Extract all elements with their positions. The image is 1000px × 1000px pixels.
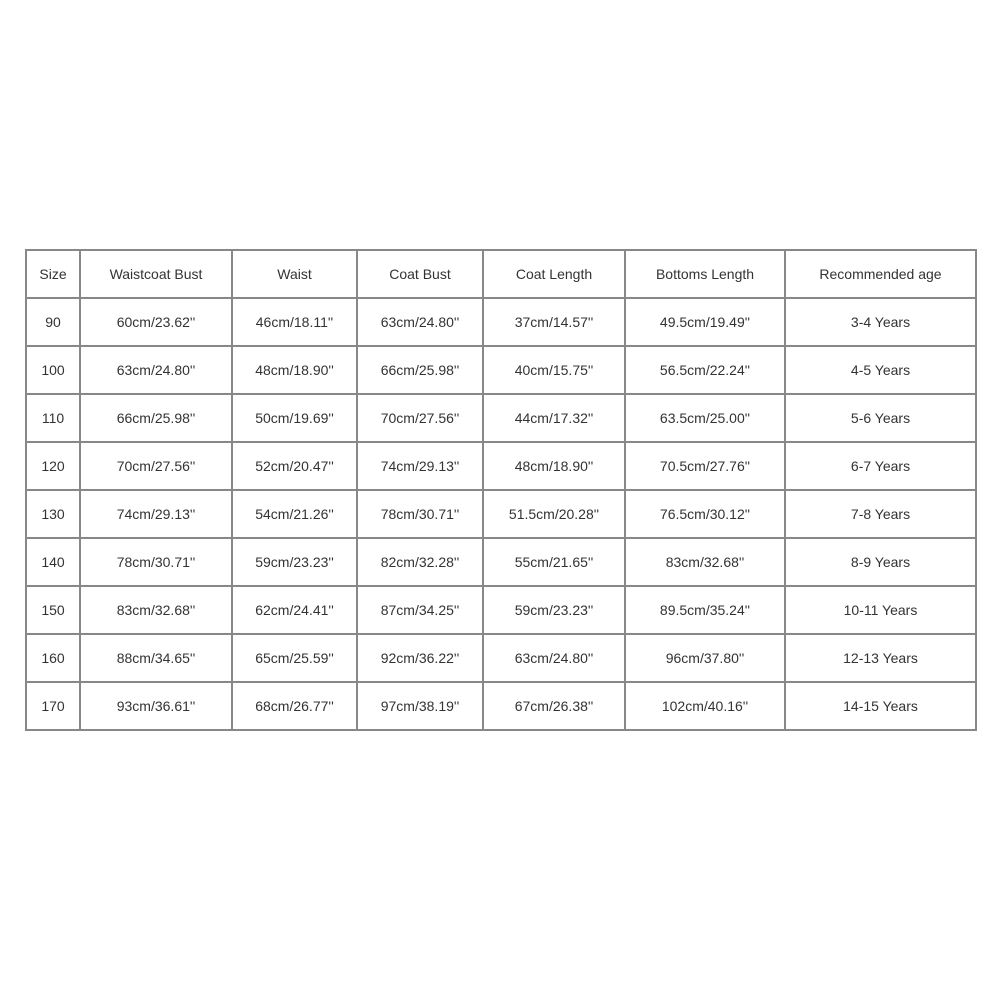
cell-waistcoat-bust: 66cm/25.98'' (80, 394, 232, 442)
table-row (26, 682, 976, 730)
header-row (26, 250, 976, 298)
cell-recommended-age: 5-6 Years (785, 394, 976, 442)
cell-coat-bust: 82cm/32.28'' (357, 538, 483, 586)
cell-waistcoat-bust: 78cm/30.71'' (80, 538, 232, 586)
cell-coat-bust: 70cm/27.56'' (357, 394, 483, 442)
cell-size: 130 (26, 490, 80, 538)
cell-size: 150 (26, 586, 80, 634)
header-coat-bust: Coat Bust (357, 250, 483, 298)
cell-bottoms-length: 102cm/40.16'' (625, 682, 785, 730)
table-row (26, 586, 976, 634)
header-bottoms-length: Bottoms Length (625, 250, 785, 298)
cell-coat-bust: 66cm/25.98'' (357, 346, 483, 394)
cell-recommended-age: 14-15 Years (785, 682, 976, 730)
cell-waist: 68cm/26.77'' (232, 682, 357, 730)
header-coat-length: Coat Length (483, 250, 625, 298)
cell-waist: 52cm/20.47'' (232, 442, 357, 490)
cell-waist: 59cm/23.23'' (232, 538, 357, 586)
cell-bottoms-length: 49.5cm/19.49'' (625, 298, 785, 346)
size-chart-table (25, 249, 977, 731)
cell-bottoms-length: 56.5cm/22.24'' (625, 346, 785, 394)
cell-bottoms-length: 76.5cm/30.12'' (625, 490, 785, 538)
cell-waistcoat-bust: 74cm/29.13'' (80, 490, 232, 538)
cell-waist: 50cm/19.69'' (232, 394, 357, 442)
cell-size: 90 (26, 298, 80, 346)
cell-coat-bust: 97cm/38.19'' (357, 682, 483, 730)
cell-waistcoat-bust: 88cm/34.65'' (80, 634, 232, 682)
cell-bottoms-length: 83cm/32.68'' (625, 538, 785, 586)
cell-recommended-age: 4-5 Years (785, 346, 976, 394)
cell-recommended-age: 3-4 Years (785, 298, 976, 346)
cell-size: 170 (26, 682, 80, 730)
cell-coat-bust: 74cm/29.13'' (357, 442, 483, 490)
cell-recommended-age: 7-8 Years (785, 490, 976, 538)
cell-coat-bust: 63cm/24.80'' (357, 298, 483, 346)
cell-waistcoat-bust: 83cm/32.68'' (80, 586, 232, 634)
cell-coat-length: 67cm/26.38'' (483, 682, 625, 730)
header-waistcoat-bust: Waistcoat Bust (80, 250, 232, 298)
header-waist: Waist (232, 250, 357, 298)
cell-size: 140 (26, 538, 80, 586)
cell-waist: 62cm/24.41'' (232, 586, 357, 634)
cell-recommended-age: 12-13 Years (785, 634, 976, 682)
cell-coat-length: 40cm/15.75'' (483, 346, 625, 394)
cell-waistcoat-bust: 70cm/27.56'' (80, 442, 232, 490)
table-row (26, 538, 976, 586)
cell-coat-bust: 92cm/36.22'' (357, 634, 483, 682)
table-row (26, 442, 976, 490)
cell-size: 160 (26, 634, 80, 682)
cell-coat-bust: 87cm/34.25'' (357, 586, 483, 634)
cell-coat-length: 48cm/18.90'' (483, 442, 625, 490)
cell-coat-length: 59cm/23.23'' (483, 586, 625, 634)
cell-size: 100 (26, 346, 80, 394)
cell-bottoms-length: 96cm/37.80'' (625, 634, 785, 682)
cell-coat-length: 63cm/24.80'' (483, 634, 625, 682)
header-size: Size (26, 250, 80, 298)
table-row (26, 490, 976, 538)
cell-coat-length: 51.5cm/20.28'' (483, 490, 625, 538)
table-row (26, 346, 976, 394)
cell-coat-bust: 78cm/30.71'' (357, 490, 483, 538)
cell-size: 110 (26, 394, 80, 442)
cell-coat-length: 44cm/17.32'' (483, 394, 625, 442)
cell-waistcoat-bust: 63cm/24.80'' (80, 346, 232, 394)
cell-waist: 65cm/25.59'' (232, 634, 357, 682)
cell-recommended-age: 8-9 Years (785, 538, 976, 586)
cell-bottoms-length: 63.5cm/25.00'' (625, 394, 785, 442)
cell-coat-length: 55cm/21.65'' (483, 538, 625, 586)
cell-waistcoat-bust: 60cm/23.62'' (80, 298, 232, 346)
cell-size: 120 (26, 442, 80, 490)
cell-waist: 46cm/18.11'' (232, 298, 357, 346)
table-row (26, 298, 976, 346)
table-row (26, 634, 976, 682)
cell-recommended-age: 6-7 Years (785, 442, 976, 490)
cell-bottoms-length: 89.5cm/35.24'' (625, 586, 785, 634)
cell-waist: 54cm/21.26'' (232, 490, 357, 538)
cell-recommended-age: 10-11 Years (785, 586, 976, 634)
cell-waistcoat-bust: 93cm/36.61'' (80, 682, 232, 730)
header-recommended-age: Recommended age (785, 250, 976, 298)
cell-waist: 48cm/18.90'' (232, 346, 357, 394)
table-row (26, 394, 976, 442)
cell-bottoms-length: 70.5cm/27.76'' (625, 442, 785, 490)
cell-coat-length: 37cm/14.57'' (483, 298, 625, 346)
